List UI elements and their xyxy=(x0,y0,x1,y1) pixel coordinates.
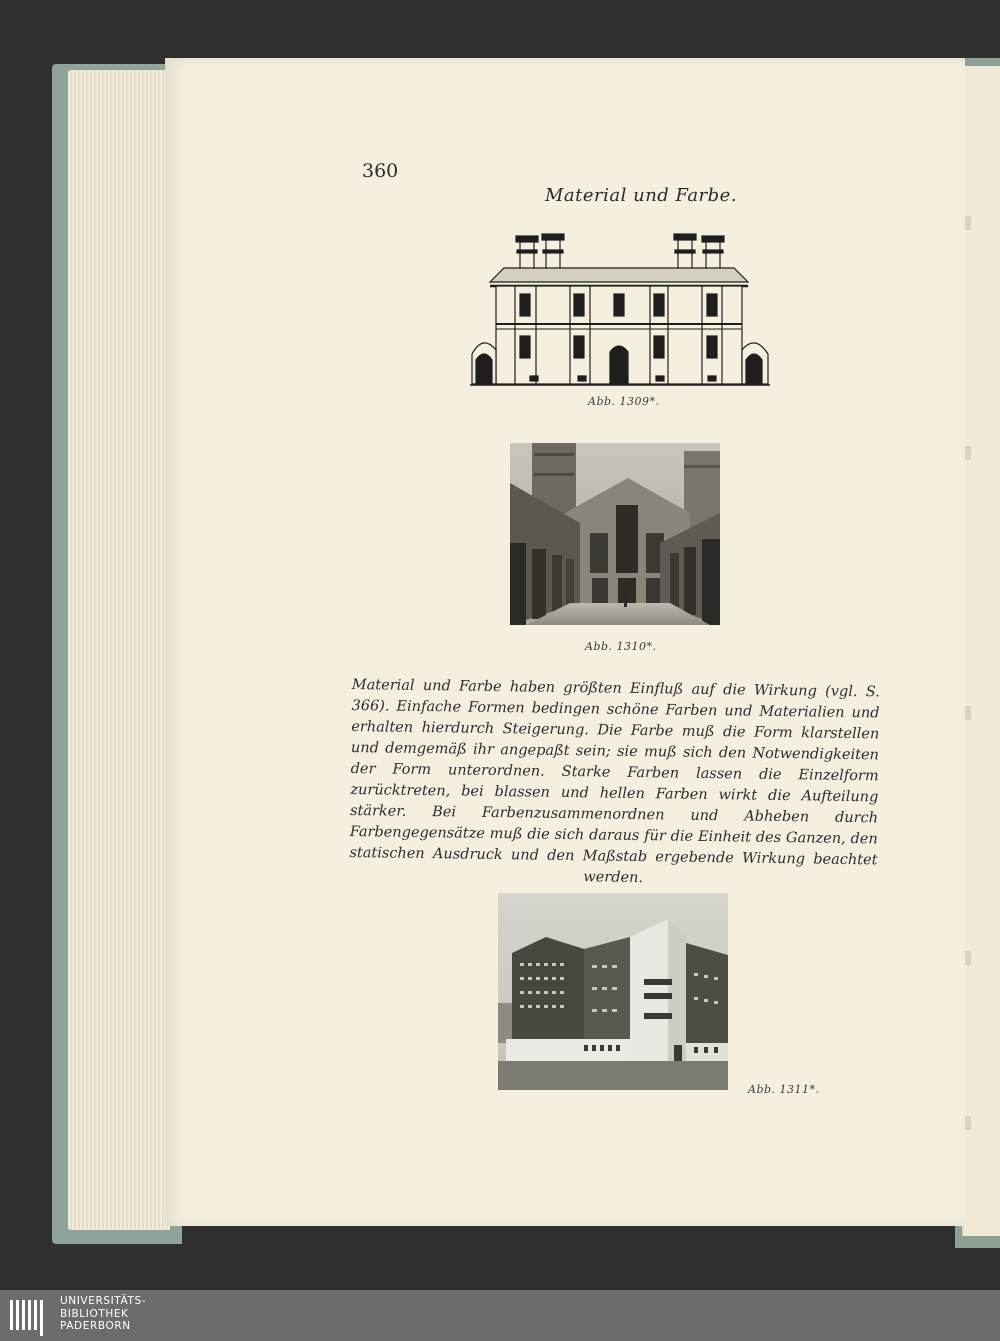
page-mark xyxy=(965,446,971,460)
figure-1311-caption: Abb. 1311*. xyxy=(748,1083,820,1096)
facing-page-edge xyxy=(962,66,1000,1236)
body-paragraph: Material und Farbe haben größten Einfluß auf die Wirkung (vgl. S. 366). Einfache Formen bedingen schöne Farben und Materialien und erhalten hierdurch Steigerung. Die Farbe muß die Form klarstellen und demgemäß ihr angepaßt sein; sie muß sich den Notwendigkeiten der Form unterordnen. Starke Farben lassen die Einzelform zurücktreten, bei blassen und hellen Farben wirkt die Aufteilung stärker. Bei Farbenzusammenordnen und Abheben durch Farbengegensätze muß die sich daraus für die Einheit des Ganzen, den statischen Ausdruck und den Maßstab ergebende Wirkung beachtet werden. xyxy=(349,676,880,887)
library-name-line: UNIVERSITÄTS- xyxy=(60,1295,147,1307)
page-number: 360 xyxy=(362,160,399,182)
figure-1309-facade-drawing xyxy=(470,230,770,388)
page-mark xyxy=(965,1116,971,1130)
running-head: Material und Farbe. xyxy=(545,185,738,206)
library-footer xyxy=(0,1290,1000,1341)
page-mark xyxy=(965,706,971,720)
page-edges xyxy=(68,70,170,1230)
chimney xyxy=(516,236,538,270)
library-name xyxy=(60,1295,146,1333)
figure-1310-atrium-photo xyxy=(510,443,720,625)
figure-1311-building-photo xyxy=(498,893,728,1090)
library-name-line: BIBLIOTHEK xyxy=(60,1307,129,1320)
library-name-line: PADERBORN xyxy=(60,1320,131,1332)
page-mark xyxy=(965,216,971,230)
figure-1310-caption: Abb. 1310*. xyxy=(585,640,657,653)
university-library-logo-icon xyxy=(8,1296,50,1336)
figure-1309-caption: Abb. 1309*. xyxy=(588,395,660,408)
page-mark xyxy=(965,951,971,965)
